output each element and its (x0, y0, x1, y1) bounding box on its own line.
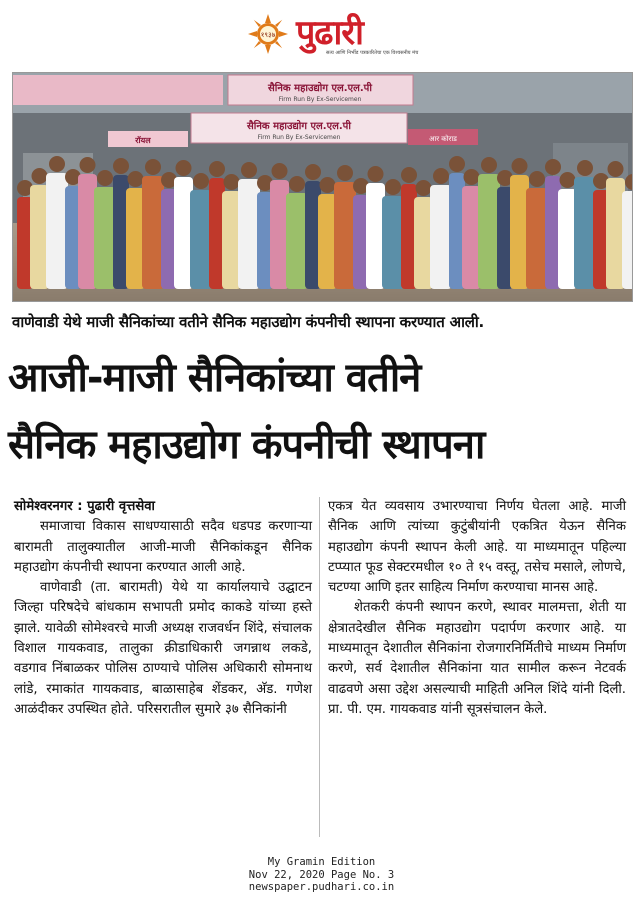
photo-illustration (13, 73, 632, 301)
edition-site-link[interactable]: newspaper.pudhari.co.in (248, 881, 395, 893)
sign-main-text: सैनिक महाउद्योग एल.एल.पी (247, 121, 351, 132)
crowd-figure (334, 165, 356, 289)
edition-date-page: Nov 22, 2020 Page No. 3 (248, 868, 395, 881)
crowd-figure (46, 156, 68, 289)
crowd-figure (190, 173, 212, 289)
column-divider (319, 497, 320, 837)
photo-caption: वाणेवाडी येथे माजी सैनिकांच्या वतीने सैनिक महाउद्योग कंपनीची स्थापना करण्यात आली. (12, 313, 485, 331)
sun-emblem-icon (248, 14, 288, 54)
sign-main-sub: Firm Run By Ex-Servicemen (257, 134, 341, 141)
headline-line-1: आजी-माजी सैनिकांच्या वतीने (8, 355, 421, 401)
edition-footer (0, 856, 643, 894)
crowd-figure (526, 171, 548, 289)
news-photo (12, 72, 633, 302)
edition-name: My Gramin Edition (267, 856, 376, 868)
sign-left-text: रॉयल (135, 136, 151, 145)
paragraph: समाजाचा विकास साधण्यासाठी सदैव धडपड करणाऱ्या बारामती तालुक्यातील आजी-माजी सैनिकांकडून सैनिक महाउद्योग कंपनीची स्थापना करण्यात आली आहे. (14, 519, 312, 575)
crowd-figure (238, 162, 260, 289)
sign-right-text: आर कोराड (429, 135, 457, 143)
headline-line-2: सैनिक महाउद्योग कंपनीची स्थापना (8, 422, 485, 468)
dateline: सोमेश्वरनगर : पुढारी वृत्तसेवा (14, 499, 155, 514)
crowd-figure (94, 170, 116, 289)
paragraph: वाणेवाडी (ता. बारामती) येथे या कार्यालयाचे उद्घाटन जिल्हा परिषदेचे बांधकाम सभापती प्रमोद काकडे यांच्या हस्ते झाले. यावेळी सोमेश्वरचे माजी अध्यक्ष राजवर्धन शिंदे, संचालक विशाल गायकवाड, तालुका क्रीडाधिकारी जगन्नाथ लकडे, वडगाव निंबाळकर पोलिस ठाण्याचे पोलिस अधिकारी सोमनाथ लांडे, रमाकांत गायकवाड, बाळासाहेब शेंडकर, अ‍ॅड. गणेश आळंदीकर उपस्थित होते. परिसरातील सुमारे ३७ सैनिकांनी (14, 580, 312, 717)
crowd-figure (430, 168, 452, 289)
emblem-text: १९३७ (260, 31, 276, 39)
article-column-right (328, 497, 626, 720)
sign-top-text: सैनिक महाउद्योग एल.एल.पी (268, 83, 372, 94)
article-column-left (14, 497, 312, 720)
crowd-figure (478, 157, 500, 289)
sign-top-sub: Firm Run By Ex-Servicemen (278, 96, 362, 103)
masthead (0, 10, 643, 60)
paragraph: एकत्र येत व्यवसाय उभारण्याचा निर्णय घेतला आहे. माजी सैनिक आणि त्यांच्या कुटुंबीयांनी एकत्रित येऊन सैनिक महाउद्योग कंपनी स्थापन केली आहे. या माध्यमातून पहिल्या टप्प्यात फूड सेक्टरमधील १० ते १५ वस्तू, तसेच मसाले, लोणचे, चटण्या आणि इतर साहित्य निर्माण करण्याचा मानस आहे. (328, 499, 626, 596)
paragraph: शेतकरी कंपनी स्थापन करणे, स्थावर मालमत्ता, शेती या क्षेत्रातदेखील सैनिक महाउद्योग पदार्पण करणार आहे. या माध्यमातून देशातील सैनिकांना रोजगारनिर्मितीचे माध्यम निर्माण करणे, सर्व देशातील सैनिकांना यात सामील करून नेटवर्क वाढवणे असा उद्देश असल्याची माहिती अनिल शिंदे यांनी दिली. प्रा. पी. एम. गायकवाड यांनी सूत्रसंचालन केले. (328, 600, 626, 717)
crowd-figure (574, 160, 596, 289)
masthead-tagline: सत्य आणि निर्भीड पत्रकारितेचा एक विश्वसनीय मंच (326, 50, 419, 56)
brand-logo-text: पुढारी (296, 13, 363, 53)
crowd-figure (142, 159, 164, 289)
